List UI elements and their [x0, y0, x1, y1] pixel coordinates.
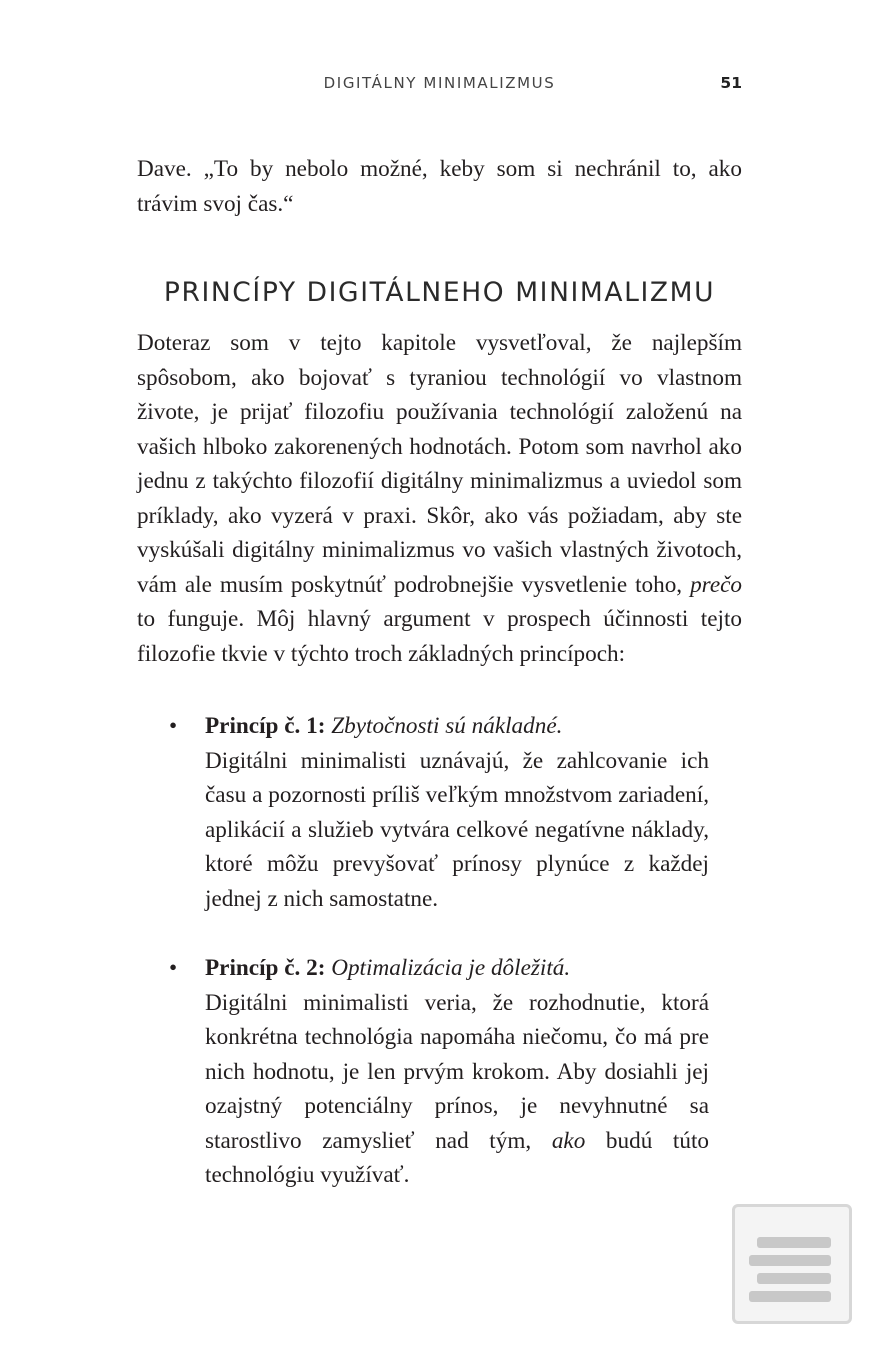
principles-list: [137, 709, 742, 1193]
principle-body-before: Digitálni minimalisti veria, že rozhodnutie, ktorá konkrétna technológia napomáha niečomu, čo má pre nich hodnotu, je len prvým krokom. Aby dosiahli jej ozajstný potenciálny prínos, je nevyhnutné sa starostlivo zamyslieť nad tým,: [205, 989, 709, 1154]
section-heading: PRINCÍPY DIGITÁLNEHO MINIMALIZMU: [163, 277, 716, 308]
principle-body: Digitálni minimalisti uznávajú, že zahlcovanie ich času a pozornosti príliš veľkým množstvom zariadení, aplikácií a služieb vytvára celkové negatívne náklady, ktoré môžu prevyšovať prínosy plynúce z každej jednej z nich samostatne.: [205, 747, 709, 912]
stacked-books-icon: [732, 1204, 852, 1324]
intro-paragraph: Dave. „To by nebolo možné, keby som si nechránil to, ako trávim svoj čas.“: [137, 156, 742, 217]
page-content: [137, 152, 742, 1228]
running-title: DIGITÁLNY MINIMALIZMUS: [323, 74, 556, 92]
principle-item: [137, 951, 709, 1193]
principle-body-after: budú túto technológiu využívať.: [205, 1127, 710, 1188]
principle-body-emphasis: ako: [551, 1127, 586, 1154]
body-text-after: to funguje. Môj hlavný argument v prospech účinnosti tejto filozofie tkvie v týchto troch základných princípoch:: [137, 606, 742, 667]
bullet-icon: •: [169, 955, 178, 981]
principle-heading: [205, 951, 709, 986]
page-number: 51: [720, 74, 742, 92]
principle-heading: [205, 709, 709, 744]
principle-label: Princíp č. 2:: [205, 955, 326, 981]
principle-item: [137, 709, 709, 916]
principle-label: Princíp č. 1:: [205, 713, 326, 739]
principle-title: Optimalizácia je dôležitá.: [331, 955, 571, 981]
running-header: [137, 74, 742, 100]
principle-title: Zbytočnosti sú nákladné.: [331, 713, 563, 739]
bullet-icon: •: [169, 713, 178, 739]
body-text-before: Doteraz som v tejto kapitole vysvetľoval, že najlepším spôsobom, ako bojovať s tyraniou technológií vo vlastnom živote, je prijať filozofiu používania technológií založenú na vašich hlboko zakorenených hodnotách. Potom som navrhol ako jednu z takýchto filozofií digitálny minimalizmus a uviedol som príklady, ako vyzerá v praxi. Skôr, ako vás požiadam, aby ste vyskúšali digitálny minimalizmus vo vašich vlastných životoch, vám ale musím poskytnúť podrobnejšie vysvetlenie toho,: [137, 330, 742, 598]
body-paragraph: [137, 326, 742, 671]
body-emphasis: prečo: [690, 571, 742, 598]
principle-body: [205, 986, 709, 1193]
